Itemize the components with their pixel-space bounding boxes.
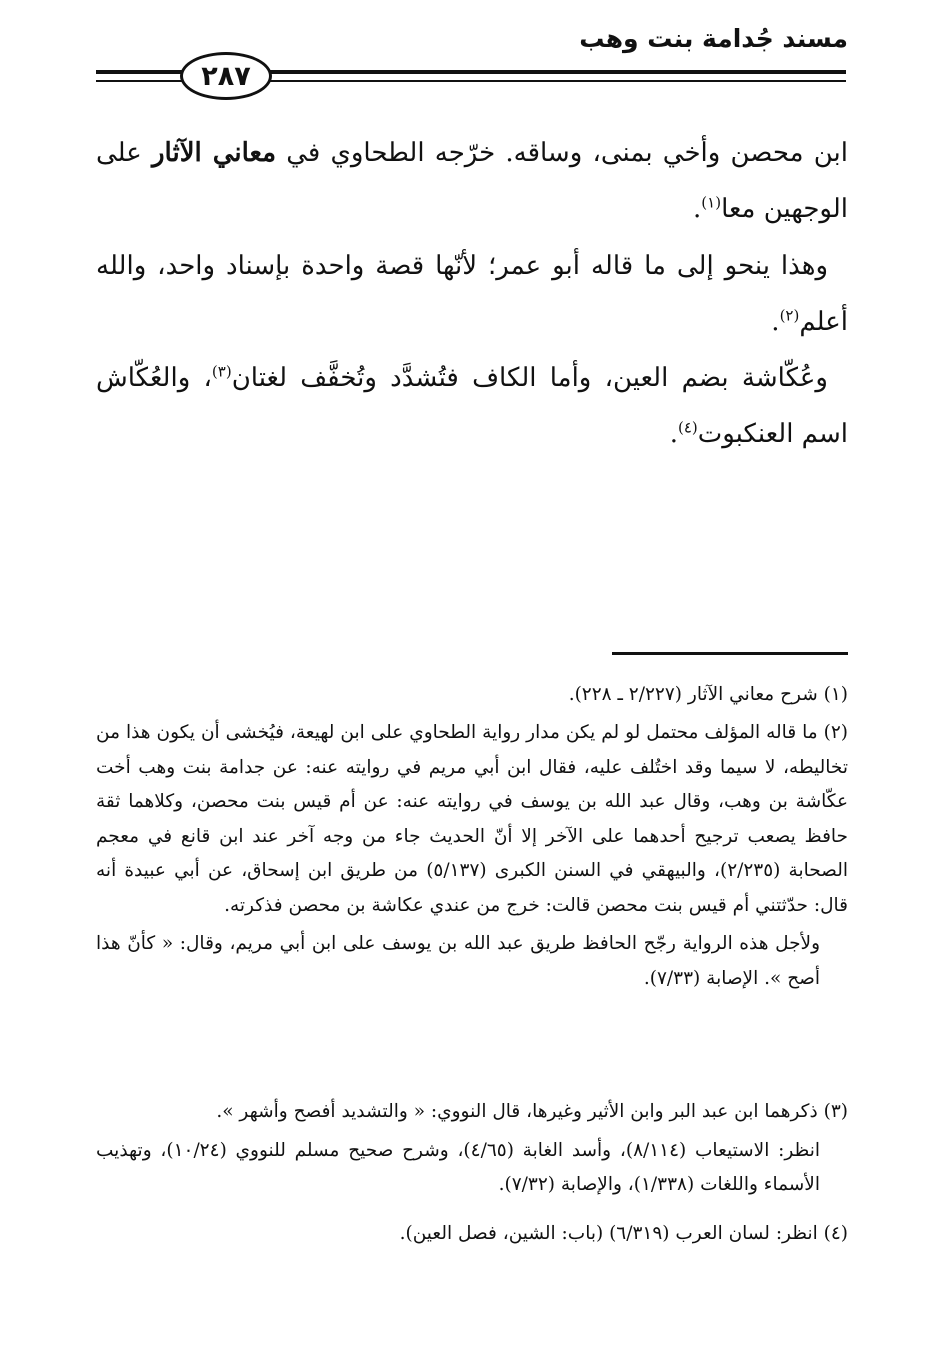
running-title: مسند جُدامة بنت وهب	[579, 24, 848, 53]
p2-text: وهذا ينحو إلى ما قاله أبو عمر؛ لأنّها قصة واحدة بإسناد واحد، والله أعلم	[96, 251, 848, 337]
p1-text-a: ابن محصن وأخي بمنى، وساقه. خرّجه الطحاوي في	[276, 138, 848, 168]
footnote-3-sub: انظر: الاستيعاب (٨/١١٤)، وأسد الغابة (٤/٦٥)، وشرح صحيح مسلم للنووي (١٠/٢٤)، وتهذيب الأسماء واللغات (١/٣٣٨)، والإصابة (٧/٣٢).	[96, 1139, 821, 1195]
book-title-bold: معاني الآثار	[151, 138, 277, 168]
footnote-2-main: (٢) ما قاله المؤلف محتمل لو لم يكن مدار رواية الطحاوي على ابن لهيعة، فيُخشى أن يكون هذا من تخاليطه، لا سيما وقد اختُلف عليه، فقال ابن أبي مريم في روايته عنه: عن جدامة بنت وهب أخت عكّاشة بن وهب، وقال عبد الله بن يوسف في روايته عنه: عن أم قيس بنت محصن، وكلاهما ثقة حافظ يصعب ترجيح أحدهما على الآخر إلا أنّ الحديث جاء من وجه آخر عند ابن قانع في معجم الصحابة (٢/٢٣٥)، والبيهقي في السنن الكبرى (٥/١٣٧) من طريق ابن إسحاق، عن أبي عبيدة أنه قال: حدّثتني أم قيس بنت محصن قالت: خرج من عندي عكاشة بن محصن فذكرته.	[96, 722, 848, 916]
paragraph-2	[96, 238, 848, 350]
p1-text-b: على الوجهين معا	[96, 138, 848, 224]
footnote-3	[96, 1095, 848, 1203]
footnote-ref-1[interactable]: (١)	[701, 193, 722, 212]
footnote-ref-2[interactable]: (٢)	[779, 306, 800, 325]
footnote-4	[96, 1217, 848, 1252]
page-number: ٢٨٧	[180, 52, 272, 100]
p1-end: .	[693, 194, 702, 224]
footnote-4-text: (٤) انظر: لسان العرب (٦/٣١٩) (باب: الشين، فصل العين).	[399, 1223, 848, 1244]
footnote-ref-3[interactable]: (٣)	[211, 362, 232, 381]
footnote-1-text: (١) شرح معاني الآثار (٢/٢٢٧ ـ ٢٢٨).	[568, 684, 848, 705]
p3-text-b: ، والعُكّاش اسم العنكبوت	[96, 363, 848, 449]
footnote-ref-4[interactable]: (٤)	[677, 418, 698, 437]
paragraph-3	[96, 350, 848, 462]
p2-end: .	[771, 307, 780, 337]
footnote-2-sub: ولأجل هذه الرواية رجّح الحافظ طريق عبد الله بن يوسف على ابن أبي مريم، وقال: « كأنّ هذا أصح ». الإصابة (٧/٣٣).	[96, 933, 820, 989]
footnote-3-main: (٣) ذكرهما ابن عبد البر وابن الأثير وغيرها، قال النووي: « والتشديد أفصح وأشهر ».	[216, 1101, 848, 1122]
footnote-separator	[612, 652, 848, 655]
paragraph-1	[96, 125, 848, 237]
p3-text-a: وعُكّاشة بضم العين، وأما الكاف فتُشدَّد وتُخفَّف لغتان	[231, 363, 828, 393]
p3-end: .	[669, 419, 678, 449]
footnote-2	[96, 716, 848, 996]
footnote-1	[96, 678, 848, 713]
